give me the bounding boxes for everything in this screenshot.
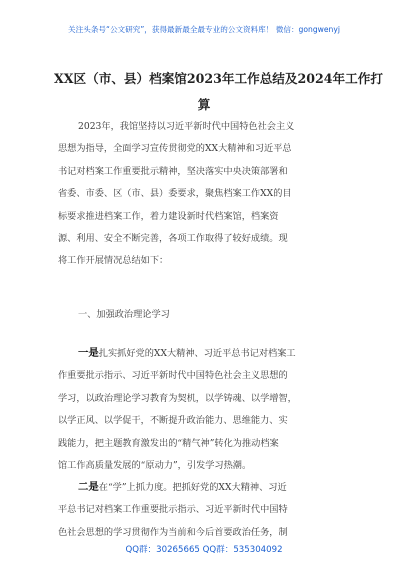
point-one-line: 馆工作高质量发展的“原动力”，引发学习热潮。 — [58, 460, 252, 472]
point-two-first-line — [58, 476, 354, 499]
point-one-first-rest: 扎实抓好党的XX大精神、习近平总书记对档案工 — [98, 348, 296, 359]
header-promo-note: 关注头条号“公文研究”，获得最新最全最专业的公文资料库！ 微信：gongwenyj — [68, 25, 340, 34]
point-one-line: 学习，以政治理论学习教育为契机，以学铸魂、以学增智， — [58, 392, 297, 404]
point-two-line: 平总书记对档案工作重要批示指示、习近平新时代中国特 — [58, 504, 288, 516]
point-one-line: 践能力，把主题教育激发出的“精气神”转化为推动档案 — [58, 437, 279, 449]
point-two-line: 色社会思想的学习贯彻作为当前和今后首要政治任务，制 — [58, 526, 288, 538]
document-title-line-1: XX区（市、县）档案馆2023年工作总结及2024年工作打 — [54, 71, 383, 86]
intro-line: 标要求推进档案工作，着力建设新时代档案馆，档案资 — [58, 210, 279, 222]
section-heading-text: 一、加强政治理论学习 — [78, 309, 170, 320]
document-title — [54, 66, 383, 118]
point-two-paragraph — [58, 476, 354, 544]
point-two-lead: 二是 — [78, 481, 99, 493]
intro-line: 2023年，我馆坚持以习近平新时代中国特色社会主义 — [78, 121, 295, 132]
intro-line: 书记对档案工作重要批示精神，坚决落实中央决策部署和 — [58, 165, 288, 177]
point-two-first-rest: 在“学”上抓力度。把抓好党的XX大精神、习近 — [98, 482, 287, 493]
intro-line: 思想为指导，全面学习宣传贯彻党的XX大精神和习近平总 — [58, 143, 292, 155]
footer-qq-groups: QQ群：30265665 QQ群：535304092 — [125, 545, 283, 555]
point-one-line: 以学正风、以学促干，不断提升政治能力、思维能力、实 — [58, 415, 288, 427]
intro-line: 将工作开展情况总结如下： — [58, 255, 169, 267]
intro-line: 源、利用、安全不断完善，各项工作取得了较好成绩。现 — [58, 233, 288, 245]
point-one-first-line — [58, 342, 354, 365]
point-one-lead: 一是 — [78, 347, 99, 359]
section-heading-1 — [58, 304, 354, 326]
point-one-line: 作重要批示指示、习近平新时代中国特色社会主义思想的 — [58, 370, 288, 382]
intro-line: 省委、市委、区（市、县）委要求，聚焦档案工作XX的目 — [58, 188, 292, 200]
intro-paragraph — [58, 116, 354, 273]
document-title-line-2: 算 — [197, 97, 211, 112]
point-one-paragraph — [58, 342, 354, 477]
